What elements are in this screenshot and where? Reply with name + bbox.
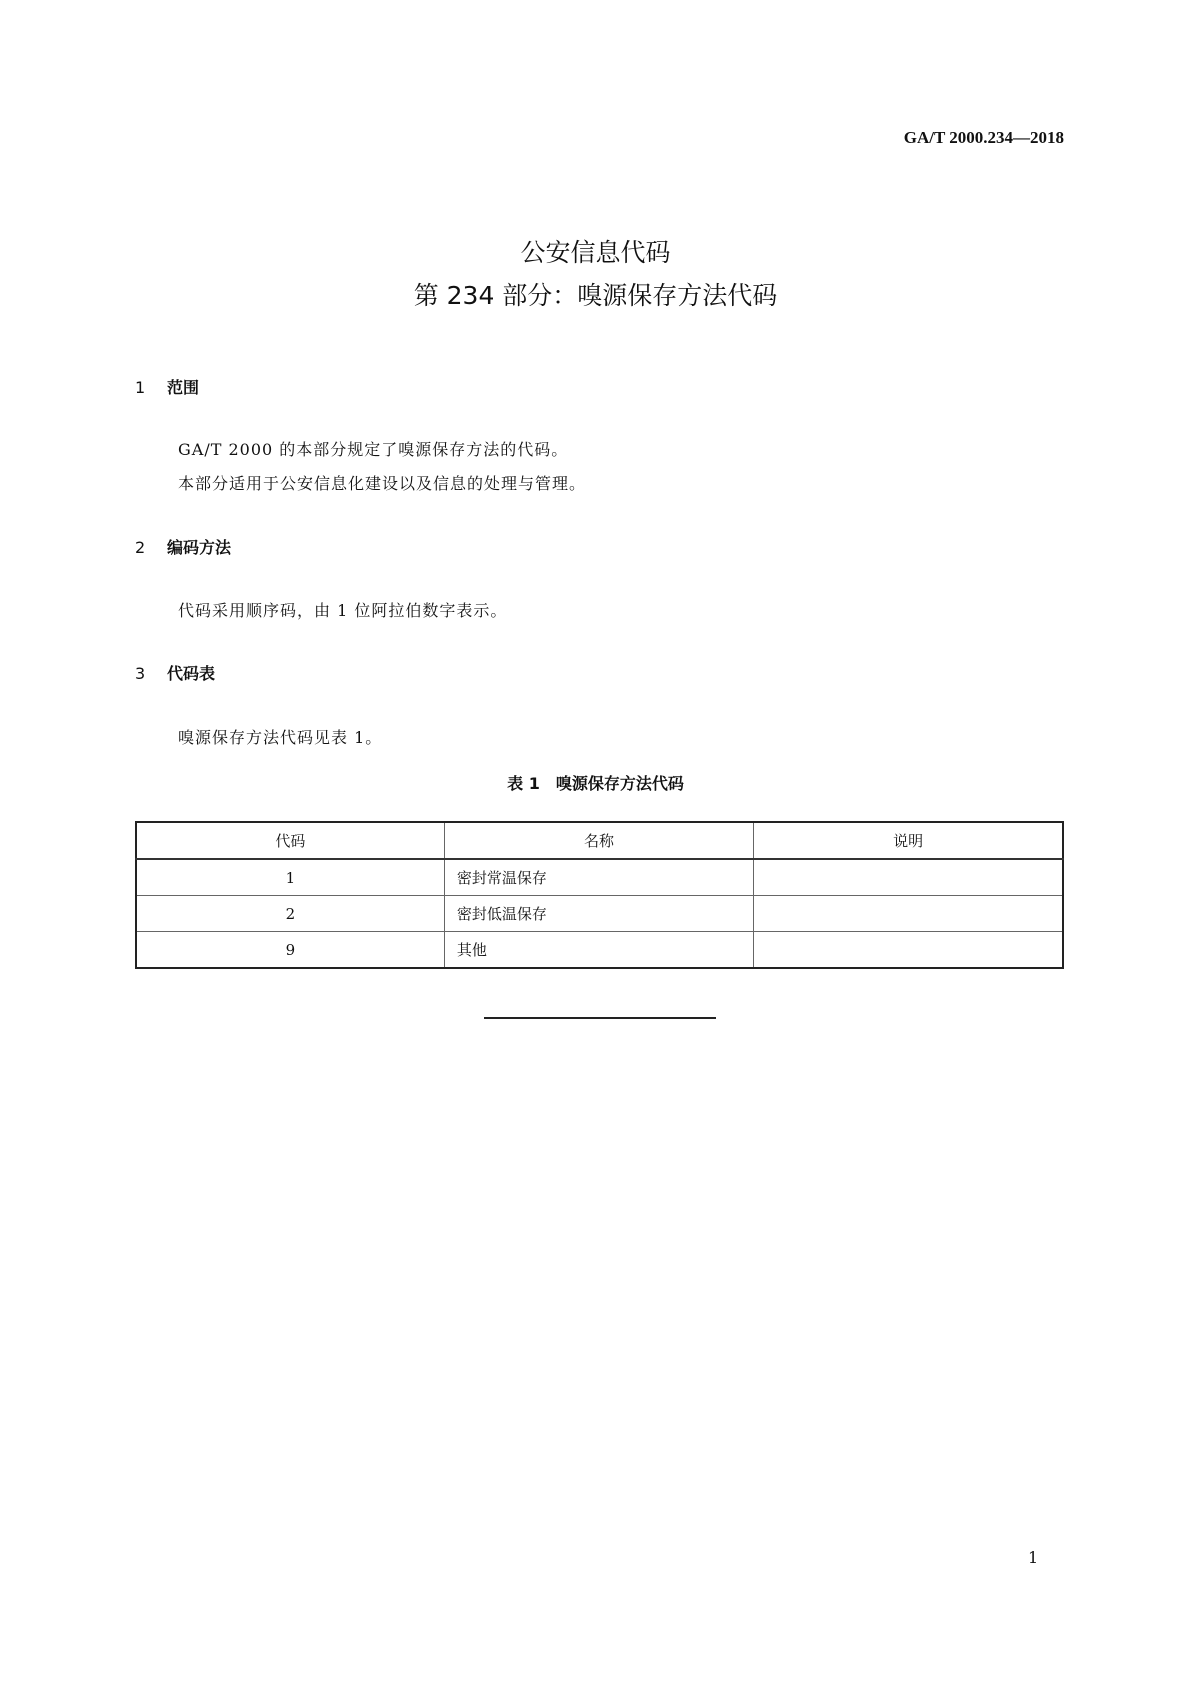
section-number: 3: [135, 664, 146, 683]
section-number: 2: [135, 538, 146, 557]
header-description: 说明: [754, 822, 1063, 859]
table-caption: 表 1 嗅源保存方法代码: [507, 774, 684, 793]
section-title: 代码表: [167, 664, 216, 683]
title-line-2: 第 234 部分：嗅源保存方法代码: [413, 281, 778, 310]
paragraph: 嗅源保存方法代码见表 1。: [178, 728, 383, 747]
cell-code: 9: [136, 932, 444, 969]
header-name: 名称: [444, 822, 753, 859]
cell-code: 1: [136, 859, 444, 896]
cell-description: [754, 932, 1063, 969]
section-number: 1: [135, 378, 146, 397]
section-title: 编码方法: [167, 538, 232, 557]
table-header-row: [136, 822, 1063, 859]
title-line-1: 公安信息代码: [520, 238, 671, 267]
code-table: [135, 821, 1064, 969]
table-row: [136, 932, 1063, 969]
table-row: [136, 896, 1063, 932]
cell-description: [754, 859, 1063, 896]
paragraph: 本部分适用于公安信息化建设以及信息的处理与管理。: [178, 474, 587, 493]
table-row: [136, 859, 1063, 896]
paragraph: 代码采用顺序码，由 1 位阿拉伯数字表示。: [178, 601, 508, 620]
section-3-heading: [135, 661, 215, 684]
header-code: 代码: [136, 822, 444, 859]
section-1-heading: [135, 375, 199, 398]
section-title: 范围: [167, 378, 200, 397]
section-2-heading: [135, 535, 231, 558]
page-number: 1: [1028, 1548, 1039, 1567]
cell-name: 密封常温保存: [444, 859, 753, 896]
cell-description: [754, 896, 1063, 932]
paragraph: GA/T 2000 的本部分规定了嗅源保存方法的代码。: [178, 440, 569, 459]
end-divider: [484, 1017, 716, 1019]
cell-name: 其他: [444, 932, 753, 969]
standard-number: GA/T 2000.234—2018: [903, 128, 1064, 147]
cell-name: 密封低温保存: [444, 896, 753, 932]
cell-code: 2: [136, 896, 444, 932]
